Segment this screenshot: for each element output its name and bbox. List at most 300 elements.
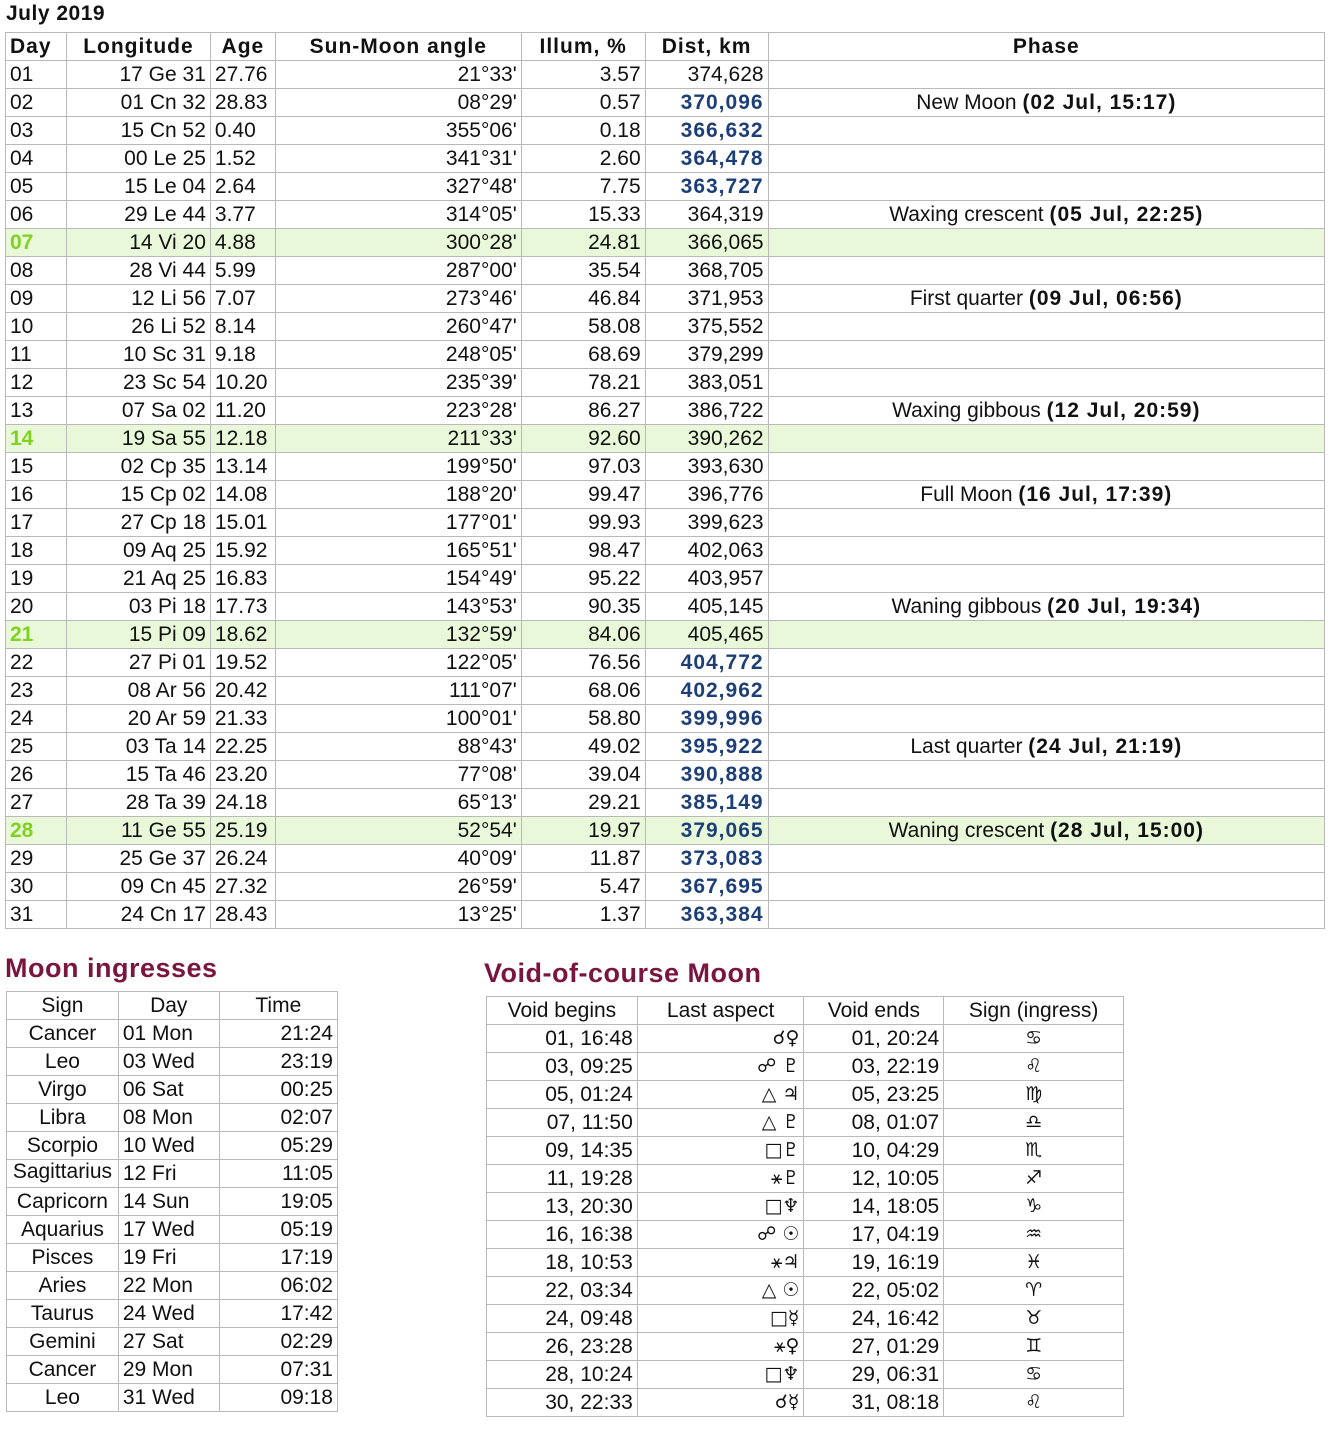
table-row	[6, 341, 1325, 369]
table-row	[6, 397, 1325, 425]
illum-cell: 5.47	[521, 873, 645, 901]
table-row	[7, 1356, 338, 1384]
sign-ingress-cell: ♋	[944, 1025, 1124, 1053]
header-illum: Illum, %	[521, 33, 645, 61]
sun-moon-angle-cell: 52°54'	[275, 817, 521, 845]
age-cell: 25.19	[210, 817, 275, 845]
sun-moon-angle-cell: 355°06'	[275, 117, 521, 145]
void-begins-cell: 16, 16:38	[487, 1221, 638, 1249]
dist-cell	[645, 873, 768, 901]
last-aspect-cell: △ ♃	[637, 1081, 804, 1109]
day-cell: 12	[6, 369, 67, 397]
page-title: July 2019	[6, 2, 106, 25]
dist-cell: 364,319	[645, 201, 768, 229]
longitude-cell: 02 Cp 35	[66, 453, 210, 481]
table-row	[6, 481, 1325, 509]
time-cell: 06:02	[219, 1272, 337, 1300]
phase-cell	[768, 481, 1324, 509]
time-cell: 17:42	[219, 1300, 337, 1328]
day-cell: 22	[6, 649, 67, 677]
illum-cell: 84.06	[521, 621, 645, 649]
age-cell: 21.33	[210, 705, 275, 733]
header-sign: Sign	[7, 992, 119, 1020]
illum-cell: 0.57	[521, 89, 645, 117]
dist-value: 395,922	[680, 735, 764, 758]
table-header-row	[6, 33, 1325, 61]
void-begins-cell: 01, 16:48	[487, 1025, 638, 1053]
void-begins-cell: 13, 20:30	[487, 1193, 638, 1221]
phase-cell	[768, 761, 1324, 789]
sign-ingress-cell: ♎	[944, 1109, 1124, 1137]
dist-cell: 386,722	[645, 397, 768, 425]
day-cell: 03	[6, 117, 67, 145]
day-cell: 01	[6, 61, 67, 89]
longitude-cell: 15 Le 04	[66, 173, 210, 201]
illum-cell: 7.75	[521, 173, 645, 201]
time-cell: 09:18	[219, 1384, 337, 1412]
longitude-cell: 28 Vi 44	[66, 257, 210, 285]
dist-value: 370,096	[680, 91, 764, 114]
dist-cell	[645, 817, 768, 845]
dist-cell	[645, 761, 768, 789]
longitude-cell: 15 Pi 09	[66, 621, 210, 649]
sun-moon-angle-cell: 211°33'	[275, 425, 521, 453]
dist-value: 364,478	[680, 147, 764, 170]
illum-cell: 97.03	[521, 453, 645, 481]
longitude-cell: 26 Li 52	[66, 313, 210, 341]
day-cell: 17 Wed	[118, 1216, 219, 1244]
table-row	[7, 1160, 338, 1188]
void-begins-cell: 05, 01:24	[487, 1081, 638, 1109]
dist-cell	[645, 733, 768, 761]
illum-cell: 19.97	[521, 817, 645, 845]
void-begins-cell: 03, 09:25	[487, 1053, 638, 1081]
day-cell: 19	[6, 565, 67, 593]
time-cell: 00:25	[219, 1076, 337, 1104]
header-day: Day	[118, 992, 219, 1020]
dist-cell	[645, 89, 768, 117]
day-cell: 16	[6, 481, 67, 509]
dist-cell: 393,630	[645, 453, 768, 481]
void-ends-cell: 22, 05:02	[804, 1277, 944, 1305]
age-cell: 13.14	[210, 453, 275, 481]
sun-moon-angle-cell: 143°53'	[275, 593, 521, 621]
phase-date: (05 Jul, 22:25)	[1049, 203, 1204, 226]
table-header-row	[487, 997, 1124, 1025]
longitude-cell: 28 Ta 39	[66, 789, 210, 817]
longitude-cell: 23 Sc 54	[66, 369, 210, 397]
day-cell: 14 Sun	[118, 1188, 219, 1216]
day-cell: 09	[6, 285, 67, 313]
day-cell: 08 Mon	[118, 1104, 219, 1132]
sign-ingress-cell: ♑	[944, 1193, 1124, 1221]
sun-moon-angle-cell: 314°05'	[275, 201, 521, 229]
void-begins-cell: 07, 11:50	[487, 1109, 638, 1137]
age-cell: 7.07	[210, 285, 275, 313]
header-longitude: Longitude	[66, 33, 210, 61]
table-row	[6, 509, 1325, 537]
table-row	[6, 733, 1325, 761]
dist-value: 366,632	[680, 119, 764, 142]
void-of-course-title: Void-of-course Moon	[484, 958, 762, 988]
table-row	[6, 453, 1325, 481]
longitude-cell: 00 Le 25	[66, 145, 210, 173]
sun-moon-angle-cell: 199°50'	[275, 453, 521, 481]
age-cell: 10.20	[210, 369, 275, 397]
illum-cell: 35.54	[521, 257, 645, 285]
table-row	[6, 201, 1325, 229]
phase-name: Waxing gibbous	[892, 399, 1047, 422]
time-cell: 11:05	[219, 1160, 337, 1188]
phase-cell	[768, 61, 1324, 89]
dist-cell: 379,299	[645, 341, 768, 369]
void-ends-cell: 10, 04:29	[804, 1137, 944, 1165]
table-row	[487, 1389, 1124, 1417]
day-cell: 10	[6, 313, 67, 341]
table-row	[7, 1272, 338, 1300]
phase-name: Last quarter	[910, 735, 1029, 758]
table-row	[6, 369, 1325, 397]
table-row	[7, 1188, 338, 1216]
illum-cell: 29.21	[521, 789, 645, 817]
day-cell: 07	[6, 229, 67, 257]
illum-cell: 24.81	[521, 229, 645, 257]
header-time: Time	[219, 992, 337, 1020]
table-row	[6, 117, 1325, 145]
sun-moon-angle-cell: 235°39'	[275, 369, 521, 397]
dist-cell: 375,552	[645, 313, 768, 341]
sun-moon-angle-cell: 154°49'	[275, 565, 521, 593]
longitude-cell: 15 Cn 52	[66, 117, 210, 145]
time-cell: 05:19	[219, 1216, 337, 1244]
last-aspect-cell: △ ♇	[637, 1109, 804, 1137]
sun-moon-angle-cell: 77°08'	[275, 761, 521, 789]
sun-moon-angle-cell: 13°25'	[275, 901, 521, 929]
phase-date: (09 Jul, 06:56)	[1028, 287, 1183, 310]
day-cell: 29	[6, 845, 67, 873]
void-ends-cell: 08, 01:07	[804, 1109, 944, 1137]
sign-cell: Aries	[7, 1272, 119, 1300]
dist-value: 367,695	[680, 875, 764, 898]
phase-cell	[768, 593, 1324, 621]
age-cell: 9.18	[210, 341, 275, 369]
sun-moon-angle-cell: 26°59'	[275, 873, 521, 901]
day-cell: 24 Wed	[118, 1300, 219, 1328]
table-row	[6, 901, 1325, 929]
header-sign-ingress: Sign (ingress)	[944, 997, 1124, 1025]
sign-ingress-cell: ♒	[944, 1221, 1124, 1249]
day-cell: 04	[6, 145, 67, 173]
sign-ingress-cell: ♌	[944, 1053, 1124, 1081]
sun-moon-angle-cell: 111°07'	[275, 677, 521, 705]
sign-cell: Libra	[7, 1104, 119, 1132]
phase-name: Waning gibbous	[891, 595, 1048, 618]
age-cell: 1.52	[210, 145, 275, 173]
sign-cell: Leo	[7, 1384, 119, 1412]
phase-cell	[768, 649, 1324, 677]
last-aspect-cell: ☍ ♇	[637, 1053, 804, 1081]
table-row	[6, 257, 1325, 285]
sun-moon-angle-cell: 341°31'	[275, 145, 521, 173]
table-row	[487, 1249, 1124, 1277]
age-cell: 20.42	[210, 677, 275, 705]
last-aspect-cell: ☍ ☉	[637, 1221, 804, 1249]
time-cell: 02:07	[219, 1104, 337, 1132]
phase-cell	[768, 901, 1324, 929]
phase-name: First quarter	[909, 287, 1029, 310]
phase-cell	[768, 285, 1324, 313]
table-row	[6, 845, 1325, 873]
table-row	[487, 1277, 1124, 1305]
table-row	[6, 89, 1325, 117]
phase-cell	[768, 201, 1324, 229]
day-cell: 28	[6, 817, 67, 845]
age-cell: 18.62	[210, 621, 275, 649]
illum-cell: 58.80	[521, 705, 645, 733]
void-begins-cell: 22, 03:34	[487, 1277, 638, 1305]
sign-cell: Leo	[7, 1048, 119, 1076]
age-cell: 19.52	[210, 649, 275, 677]
last-aspect-cell: □☿	[637, 1305, 804, 1333]
age-cell: 24.18	[210, 789, 275, 817]
illum-cell: 68.06	[521, 677, 645, 705]
table-row	[487, 1025, 1124, 1053]
phase-cell	[768, 789, 1324, 817]
phase-cell	[768, 873, 1324, 901]
age-cell: 28.43	[210, 901, 275, 929]
table-row	[7, 1020, 338, 1048]
illum-cell: 76.56	[521, 649, 645, 677]
age-cell: 23.20	[210, 761, 275, 789]
age-cell: 16.83	[210, 565, 275, 593]
table-row	[7, 1384, 338, 1412]
void-begins-cell: 26, 23:28	[487, 1333, 638, 1361]
day-cell: 27 Sat	[118, 1328, 219, 1356]
phase-cell	[768, 509, 1324, 537]
table-row	[7, 1104, 338, 1132]
phase-cell	[768, 705, 1324, 733]
dist-cell: 366,065	[645, 229, 768, 257]
sign-cell: Pisces	[7, 1244, 119, 1272]
age-cell: 26.24	[210, 845, 275, 873]
table-row	[487, 1137, 1124, 1165]
age-cell: 11.20	[210, 397, 275, 425]
void-ends-cell: 17, 04:19	[804, 1221, 944, 1249]
dist-cell: 368,705	[645, 257, 768, 285]
day-cell: 03 Wed	[118, 1048, 219, 1076]
dist-cell: 390,262	[645, 425, 768, 453]
dist-value: 363,384	[680, 903, 764, 926]
day-cell: 31	[6, 901, 67, 929]
table-row	[6, 789, 1325, 817]
illum-cell: 1.37	[521, 901, 645, 929]
dist-cell: 399,623	[645, 509, 768, 537]
longitude-cell: 15 Cp 02	[66, 481, 210, 509]
table-row	[487, 1165, 1124, 1193]
table-row	[487, 1109, 1124, 1137]
void-ends-cell: 03, 22:19	[804, 1053, 944, 1081]
table-row	[6, 761, 1325, 789]
dist-cell: 403,957	[645, 565, 768, 593]
day-cell: 19 Fri	[118, 1244, 219, 1272]
dist-value: 385,149	[680, 791, 764, 814]
sun-moon-angle-cell: 40°09'	[275, 845, 521, 873]
time-cell: 17:19	[219, 1244, 337, 1272]
sun-moon-angle-cell: 65°13'	[275, 789, 521, 817]
header-void-begins: Void begins	[487, 997, 638, 1025]
day-cell: 02	[6, 89, 67, 117]
time-cell: 02:29	[219, 1328, 337, 1356]
table-row	[6, 229, 1325, 257]
void-ends-cell: 19, 16:19	[804, 1249, 944, 1277]
phase-cell	[768, 89, 1324, 117]
dist-value: 402,962	[680, 679, 764, 702]
age-cell: 0.40	[210, 117, 275, 145]
illum-cell: 0.18	[521, 117, 645, 145]
table-row	[487, 1193, 1124, 1221]
phase-cell	[768, 257, 1324, 285]
longitude-cell: 17 Ge 31	[66, 61, 210, 89]
day-cell: 06	[6, 201, 67, 229]
illum-cell: 2.60	[521, 145, 645, 173]
phase-date: (28 Jul, 15:00)	[1050, 819, 1204, 842]
age-cell: 4.88	[210, 229, 275, 257]
phase-cell	[768, 537, 1324, 565]
dist-cell: 371,953	[645, 285, 768, 313]
dist-cell: 405,145	[645, 593, 768, 621]
sign-ingress-cell: ♋	[944, 1361, 1124, 1389]
illum-cell: 95.22	[521, 565, 645, 593]
longitude-cell: 29 Le 44	[66, 201, 210, 229]
longitude-cell: 25 Ge 37	[66, 845, 210, 873]
day-cell: 15	[6, 453, 67, 481]
day-cell: 20	[6, 593, 67, 621]
phase-cell	[768, 369, 1324, 397]
sign-ingress-cell: ♉	[944, 1305, 1124, 1333]
day-cell: 23	[6, 677, 67, 705]
void-begins-cell: 28, 10:24	[487, 1361, 638, 1389]
table-row	[6, 705, 1325, 733]
time-cell: 21:24	[219, 1020, 337, 1048]
table-row	[7, 1132, 338, 1160]
longitude-cell: 03 Pi 18	[66, 593, 210, 621]
longitude-cell: 11 Ge 55	[66, 817, 210, 845]
dist-cell	[645, 677, 768, 705]
table-header-row	[7, 992, 338, 1020]
table-row	[6, 61, 1325, 89]
table-row	[7, 1300, 338, 1328]
dist-cell: 383,051	[645, 369, 768, 397]
sun-moon-angle-cell: 300°28'	[275, 229, 521, 257]
dist-cell	[645, 145, 768, 173]
illum-cell: 98.47	[521, 537, 645, 565]
longitude-cell: 15 Ta 46	[66, 761, 210, 789]
table-row	[7, 1048, 338, 1076]
last-aspect-cell: □♆	[637, 1361, 804, 1389]
age-cell: 15.01	[210, 509, 275, 537]
dist-value: 404,772	[680, 651, 764, 674]
illum-cell: 92.60	[521, 425, 645, 453]
illum-cell: 46.84	[521, 285, 645, 313]
day-cell: 24	[6, 705, 67, 733]
longitude-cell: 27 Cp 18	[66, 509, 210, 537]
dist-value: 379,065	[680, 819, 764, 842]
age-cell: 8.14	[210, 313, 275, 341]
phase-date: (16 Jul, 17:39)	[1018, 483, 1173, 506]
table-row	[6, 313, 1325, 341]
table-row	[6, 173, 1325, 201]
header-age: Age	[210, 33, 275, 61]
sign-ingress-cell: ♈	[944, 1277, 1124, 1305]
header-phase: Phase	[768, 33, 1324, 61]
last-aspect-cell: ⚹♇	[637, 1165, 804, 1193]
header-void-ends: Void ends	[804, 997, 944, 1025]
sign-cell: Scorpio	[7, 1132, 119, 1160]
phase-name: Waxing crescent	[889, 203, 1050, 226]
phase-name: New Moon	[916, 91, 1023, 114]
phase-cell	[768, 845, 1324, 873]
table-row	[7, 1076, 338, 1104]
sign-ingress-cell: ♊	[944, 1333, 1124, 1361]
header-sun-moon-angle: Sun-Moon angle	[275, 33, 521, 61]
day-cell: 13	[6, 397, 67, 425]
phase-cell	[768, 733, 1324, 761]
phase-cell	[768, 565, 1324, 593]
day-cell: 08	[6, 257, 67, 285]
header-last-aspect: Last aspect	[637, 997, 804, 1025]
last-aspect-cell: ⚹♃	[637, 1249, 804, 1277]
dist-cell	[645, 901, 768, 929]
longitude-cell: 12 Li 56	[66, 285, 210, 313]
phase-cell	[768, 677, 1324, 705]
sign-cell: Cancer	[7, 1356, 119, 1384]
illum-cell: 99.47	[521, 481, 645, 509]
phase-date: (24 Jul, 21:19)	[1028, 735, 1183, 758]
last-aspect-cell: □♆	[637, 1193, 804, 1221]
moon-phase-table	[5, 32, 1325, 929]
longitude-cell: 09 Cn 45	[66, 873, 210, 901]
dist-cell	[645, 789, 768, 817]
illum-cell: 78.21	[521, 369, 645, 397]
sign-cell: Sagittarius	[7, 1160, 119, 1188]
phase-date: (02 Jul, 15:17)	[1022, 91, 1177, 114]
illum-cell: 58.08	[521, 313, 645, 341]
void-ends-cell: 24, 16:42	[804, 1305, 944, 1333]
moon-ingresses-table	[6, 991, 338, 1412]
longitude-cell: 07 Sa 02	[66, 397, 210, 425]
day-cell: 12 Fri	[118, 1160, 219, 1188]
table-row	[487, 1361, 1124, 1389]
day-cell: 25	[6, 733, 67, 761]
phase-cell	[768, 817, 1324, 845]
sun-moon-angle-cell: 248°05'	[275, 341, 521, 369]
longitude-cell: 08 Ar 56	[66, 677, 210, 705]
phase-cell	[768, 397, 1324, 425]
void-of-course-table	[486, 996, 1124, 1417]
age-cell: 3.77	[210, 201, 275, 229]
day-cell: 06 Sat	[118, 1076, 219, 1104]
dist-value: 373,083	[680, 847, 764, 870]
sun-moon-angle-cell: 21°33'	[275, 61, 521, 89]
illum-cell: 11.87	[521, 845, 645, 873]
time-cell: 19:05	[219, 1188, 337, 1216]
dist-cell	[645, 649, 768, 677]
sign-cell: Aquarius	[7, 1216, 119, 1244]
phase-name: Full Moon	[920, 483, 1019, 506]
table-row	[6, 649, 1325, 677]
illum-cell: 3.57	[521, 61, 645, 89]
illum-cell: 86.27	[521, 397, 645, 425]
